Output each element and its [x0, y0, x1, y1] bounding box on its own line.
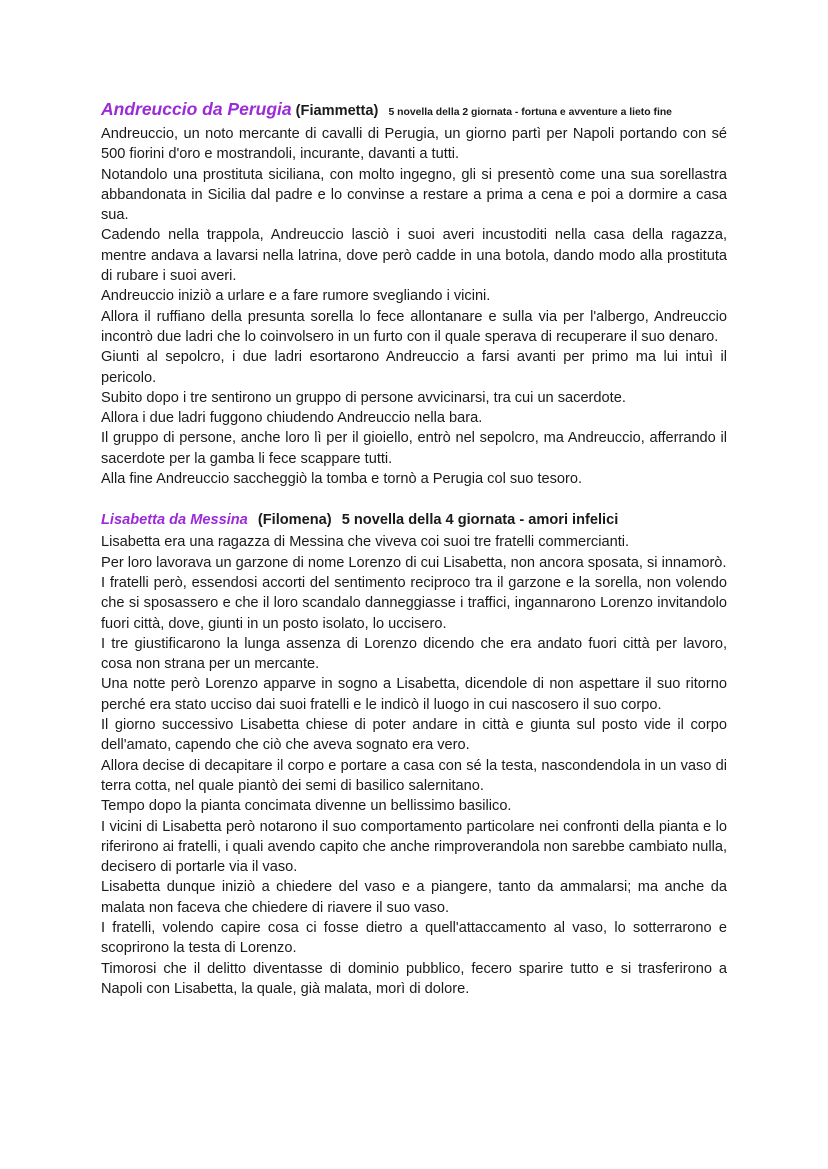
paragraph: Una notte però Lorenzo apparve in sogno a Lisabetta, dicendole di non aspettare il suo ritorno perché era stato ucciso dai suoi fratelli e le indicò il luogo in cui nascosero il suo corpo. — [101, 676, 727, 713]
paragraph: I vicini di Lisabetta però notarono il suo comportamento particolare nei confronti della pianta e lo riferirono ai fratelli, i quali avendo capito che anche rimproverandola non sarebbe cambiato nulla, decisero di portarle via il vaso. — [101, 818, 727, 876]
paragraph: I fratelli però, essendosi accorti del sentimento reciproco tra il garzone e la sorella, non volendo che si sposassero e che il loro scandalo danneggiasse i traffici, ingannarono Lorenzo invitandolo fuori città, dove, giunti in un posto isolato, lo uccisero. — [101, 574, 727, 632]
paragraph: Il giorno successivo Lisabetta chiese di poter andare in città e giunta sul posto vide il corpo dell'amato, capendo che ciò che aveva sognato era vero. — [101, 717, 727, 754]
paragraph: Allora i due ladri fuggono chiudendo Andreuccio nella bara. — [101, 410, 483, 427]
paragraph: Allora il ruffiano della presunta sorella lo fece allontanare e sulla via per l'albergo, Andreuccio incontrò due ladri che lo coinvolsero in un furto con il quale sperava di recuperare il suo denaro. — [101, 308, 727, 345]
story-andreuccio — [101, 98, 727, 489]
paragraph: Timorosi che il delitto diventasse di dominio pubblico, fecero sparire tutto e si trasferirono a Napoli con Lisabetta, la quale, già malata, morì di dolore. — [101, 960, 727, 997]
story-title: Andreuccio da Perugia — [101, 99, 292, 119]
paragraph: Andreuccio iniziò a urlare e a fare rumore svegliando i vicini. — [101, 288, 491, 305]
paragraph: Giunti al sepolcro, i due ladri esortarono Andreuccio a farsi avanti per primo ma lui intuì il pericolo. — [101, 349, 727, 386]
story-title: Lisabetta da Messina — [101, 512, 248, 529]
paragraph: Alla fine Andreuccio saccheggiò la tomba e tornò a Perugia col suo tesoro. — [101, 471, 583, 488]
paragraph: Andreuccio, un noto mercante di cavalli di Perugia, un giorno partì per Napoli portando con sé 500 fiorini d'oro e mostrandoli, incurante, davanti a tutti. — [101, 126, 727, 163]
story-narrator: (Fiammetta) — [295, 103, 379, 119]
paragraph: Lisabetta era una ragazza di Messina che viveva coi suoi tre fratelli commercianti. — [101, 534, 630, 551]
story-subtitle: 5 novella della 2 giornata - fortuna e avventure a lieto fine — [388, 107, 672, 118]
paragraph: Subito dopo i tre sentirono un gruppo di persone avvicinarsi, tra cui un sacerdote. — [101, 389, 626, 406]
paragraph: Lisabetta dunque iniziò a chiedere del vaso e a piangere, tanto da ammalarsi; ma anche da malata non faceva che chiedere di riavere il suo vaso. — [101, 879, 727, 916]
paragraph: Il gruppo di persone, anche loro lì per il gioiello, entrò nel sepolcro, ma Andreuccio, afferrando il sacerdote per la gamba li fece scappare tutti. — [101, 430, 727, 467]
paragraph: Tempo dopo la pianta concimata divenne un bellissimo basilico. — [101, 798, 512, 815]
story-heading — [101, 509, 727, 532]
document-page — [101, 98, 727, 999]
paragraph: Notandolo una prostituta siciliana, con molto ingegno, gli si presentò come una sua sorellastra abbandonata in Sicilia dal padre e lo convinse a restare a prima a cena e poi a dormire a casa sua. — [101, 166, 727, 224]
story-heading — [101, 98, 727, 124]
story-lisabetta — [101, 509, 727, 999]
story-subtitle: 5 novella della 4 giornata - amori infelici — [341, 512, 619, 529]
paragraph: Allora decise di decapitare il corpo e portare a casa con sé la testa, nascondendola in un vaso di terra cotta, nel quale piantò dei semi di basilico salernitano. — [101, 757, 727, 794]
story-narrator: (Filomena) — [257, 512, 332, 529]
paragraph: Per loro lavorava un garzone di nome Lorenzo di cui Lisabetta, non ancora sposata, si innamorò. — [101, 554, 727, 571]
paragraph: I fratelli, volendo capire cosa ci fosse dietro a quell'attaccamento al vaso, lo sotterrarono e scoprirono la testa di Lorenzo. — [101, 919, 727, 957]
paragraph: Cadendo nella trappola, Andreuccio lasciò i suoi averi incustoditi nella casa della ragazza, mentre andava a lavarsi nella latrina, dove però cadde in una botola, dando modo alla prostituta di rubare i suoi averi. — [101, 227, 727, 285]
paragraph: I tre giustificarono la lunga assenza di Lorenzo dicendo che era andato fuori città per lavoro, cosa non strana per un mercante. — [101, 635, 727, 673]
